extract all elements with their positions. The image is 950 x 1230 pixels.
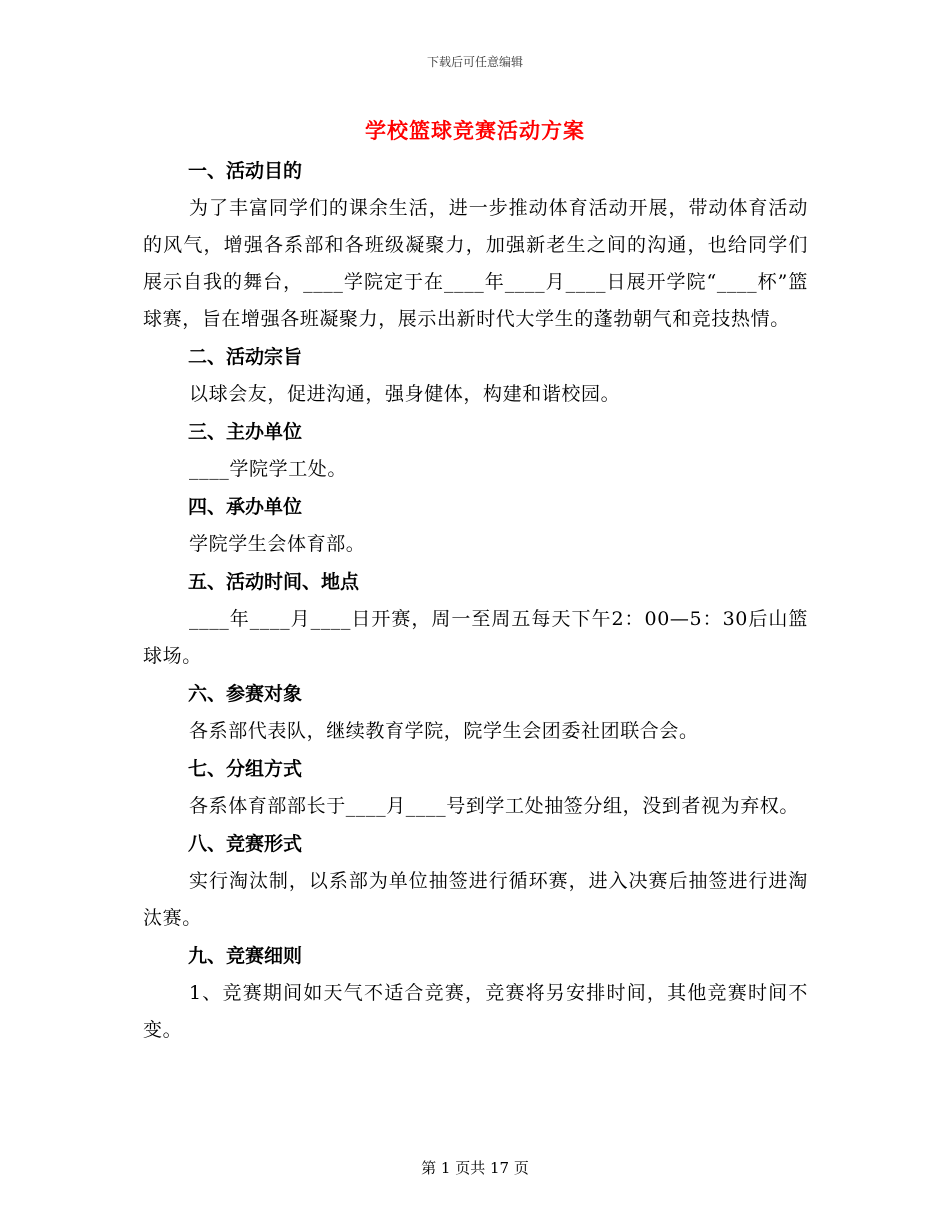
section-heading-participants: 六、参赛对象 [188, 683, 303, 705]
section-heading-organizer: 三、主办单位 [188, 421, 303, 443]
header-note: 下载后可任意编辑 [426, 55, 523, 69]
section-text-format: 实行淘汰制，以系部为单位抽签进行循环赛，进入决赛后抽签进行进淘汰赛。 [143, 870, 808, 929]
page-footer: 第 1 页共 17 页 [421, 1159, 529, 1177]
section-heading-grouping: 七、分组方式 [188, 758, 303, 780]
section-text-rules: 1、竞赛期间如天气不适合竞赛，竞赛将另安排时间，其他竞赛时间不变。 [143, 982, 808, 1041]
section-heading-host: 四、承办单位 [188, 496, 303, 518]
section-text-grouping: 各系体育部部长于____月____号到学工处抽签分组，没到者视为弃权。 [189, 795, 800, 817]
section-text-tenet: 以球会友，促进沟通，强身健体，构建和谐校园。 [189, 383, 621, 405]
section-text-purpose: 为了丰富同学们的课余生活，进一步推动体育活动开展，带动体育活动的风气，增强各系部和各班级凝聚力，加强新老生之间的沟通，也给同学们展示自我的舞台，____学院定于在____年____月____日展开学院“____杯”篮球赛，旨在增强各班凝聚力，展示出新时代大学生的蓬勃朝气和竞技热情。 [143, 197, 808, 330]
section-text-participants: 各系部代表队，继续教育学院，院学生会团委社团联合会。 [189, 720, 699, 742]
section-heading-format: 八、竞赛形式 [188, 833, 303, 855]
section-text-time-place: ____年____月____日开赛，周一至周五每天下午2：00—5：30后山篮球场。 [143, 608, 808, 667]
section-heading-tenet: 二、活动宗旨 [188, 346, 303, 368]
section-heading-rules: 九、竞赛细则 [188, 945, 303, 967]
document-body [143, 152, 808, 1049]
section-text-host: 学院学生会体育部。 [189, 533, 366, 555]
section-heading-purpose: 一、活动目的 [188, 160, 303, 182]
section-text-organizer: ____学院学工处。 [189, 458, 348, 480]
section-heading-time-place: 五、活动时间、地点 [188, 571, 360, 593]
document-title: 学校篮球竞赛活动方案 [365, 118, 585, 143]
